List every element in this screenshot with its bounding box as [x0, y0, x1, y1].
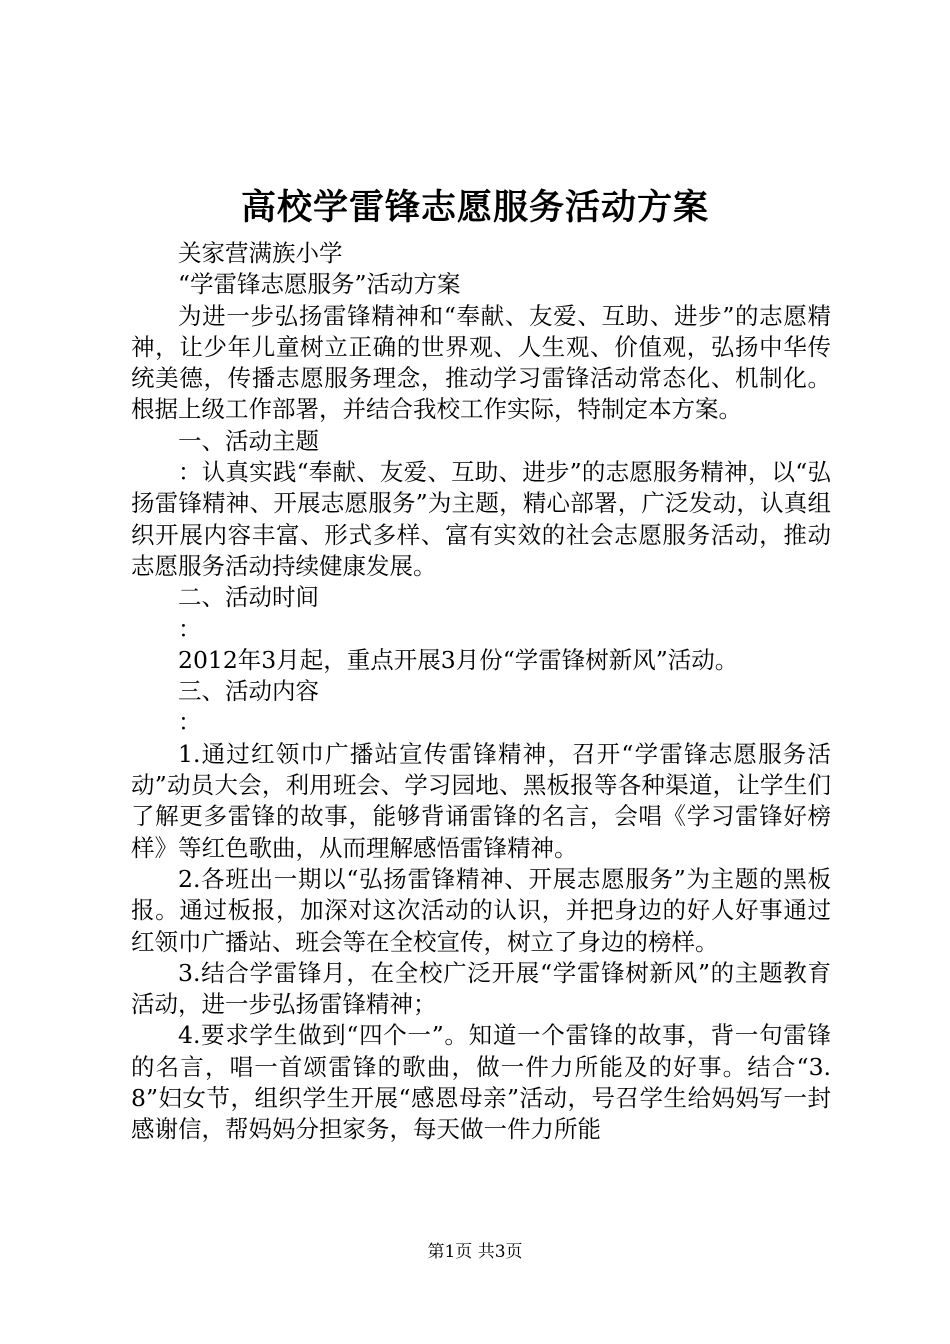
paragraph-item-4: 4.要求学生做到“四个一”。知道一个雷锋的故事，背一句雷锋的名言，唱一首颂雷锋的歌曲，做一件力所能及的好事。结合“3.8”妇女节，组织学生开展“感恩母亲”活动，号召学生给妈妈写一封感谢信，帮妈妈分担家务，每天做一件力所能: [131, 1021, 831, 1144]
heading-activity-time: 二、活动时间: [178, 583, 319, 612]
heading-activity-theme: 一、活动主题: [178, 426, 319, 455]
paragraph-item-3: 3.结合学雷锋月，在全校广泛开展“学雷锋树新风”的主题教育活动，进一步弘扬雷锋精神；: [131, 958, 831, 1019]
page-number: 第1页 共3页: [427, 1242, 523, 1262]
paragraph-activity-time: 2012年3月起，重点开展3月份“学雷锋树新风”活动。: [178, 645, 739, 674]
paragraph-activity-theme: ：认真实践“奉献、友爱、互助、进步”的志愿服务精神，以“弘扬雷锋精神、开展志愿服务”为主题，精心部署，广泛发动，认真组织开展内容丰富、形式多样、富有实效的社会志愿服务活动，推动志愿服务活动持续健康发展。: [131, 458, 831, 580]
document-body: [131, 238, 831, 1146]
paragraph-intro: 为进一步弘扬雷锋精神和“奉献、友爱、互助、进步”的志愿精神，让少年儿童树立正确的世界观、人生观、价值观，弘扬中华传统美德，传播志愿服务理念，推动学习雷锋活动常态化、机制化。根据上级工作部署，并结合我校工作实际，特制定本方案。: [131, 301, 831, 424]
paragraph-item-2: 2.各班出一期以“弘扬雷锋精神、开展志愿服务”为主题的黑板报。通过板报，加深对这次活动的认识，并把身边的好人好事通过红领巾广播站、班会等在全校宣传，树立了身边的榜样。: [131, 864, 831, 956]
heading-activity-content: 三、活动内容: [178, 677, 319, 706]
paragraph-plan-name: “学雷锋志愿服务”活动方案: [178, 270, 461, 299]
paragraph-colon: ：: [178, 614, 202, 643]
paragraph-colon: ：: [178, 708, 202, 737]
document-title: 高校学雷锋志愿服务活动方案: [240, 187, 709, 228]
paragraph-item-1: 1.通过红领巾广播站宣传雷锋精神，召开“学雷锋志愿服务活动”动员大会，利用班会、学习园地、黑板报等各种渠道，让学生们了解更多雷锋的故事，能够背诵雷锋的名言，会唱《学习雷锋好榜样》等红色歌曲，从而理解感悟雷锋精神。: [131, 739, 831, 862]
paragraph-school-name: 关家营满族小学: [178, 239, 343, 267]
